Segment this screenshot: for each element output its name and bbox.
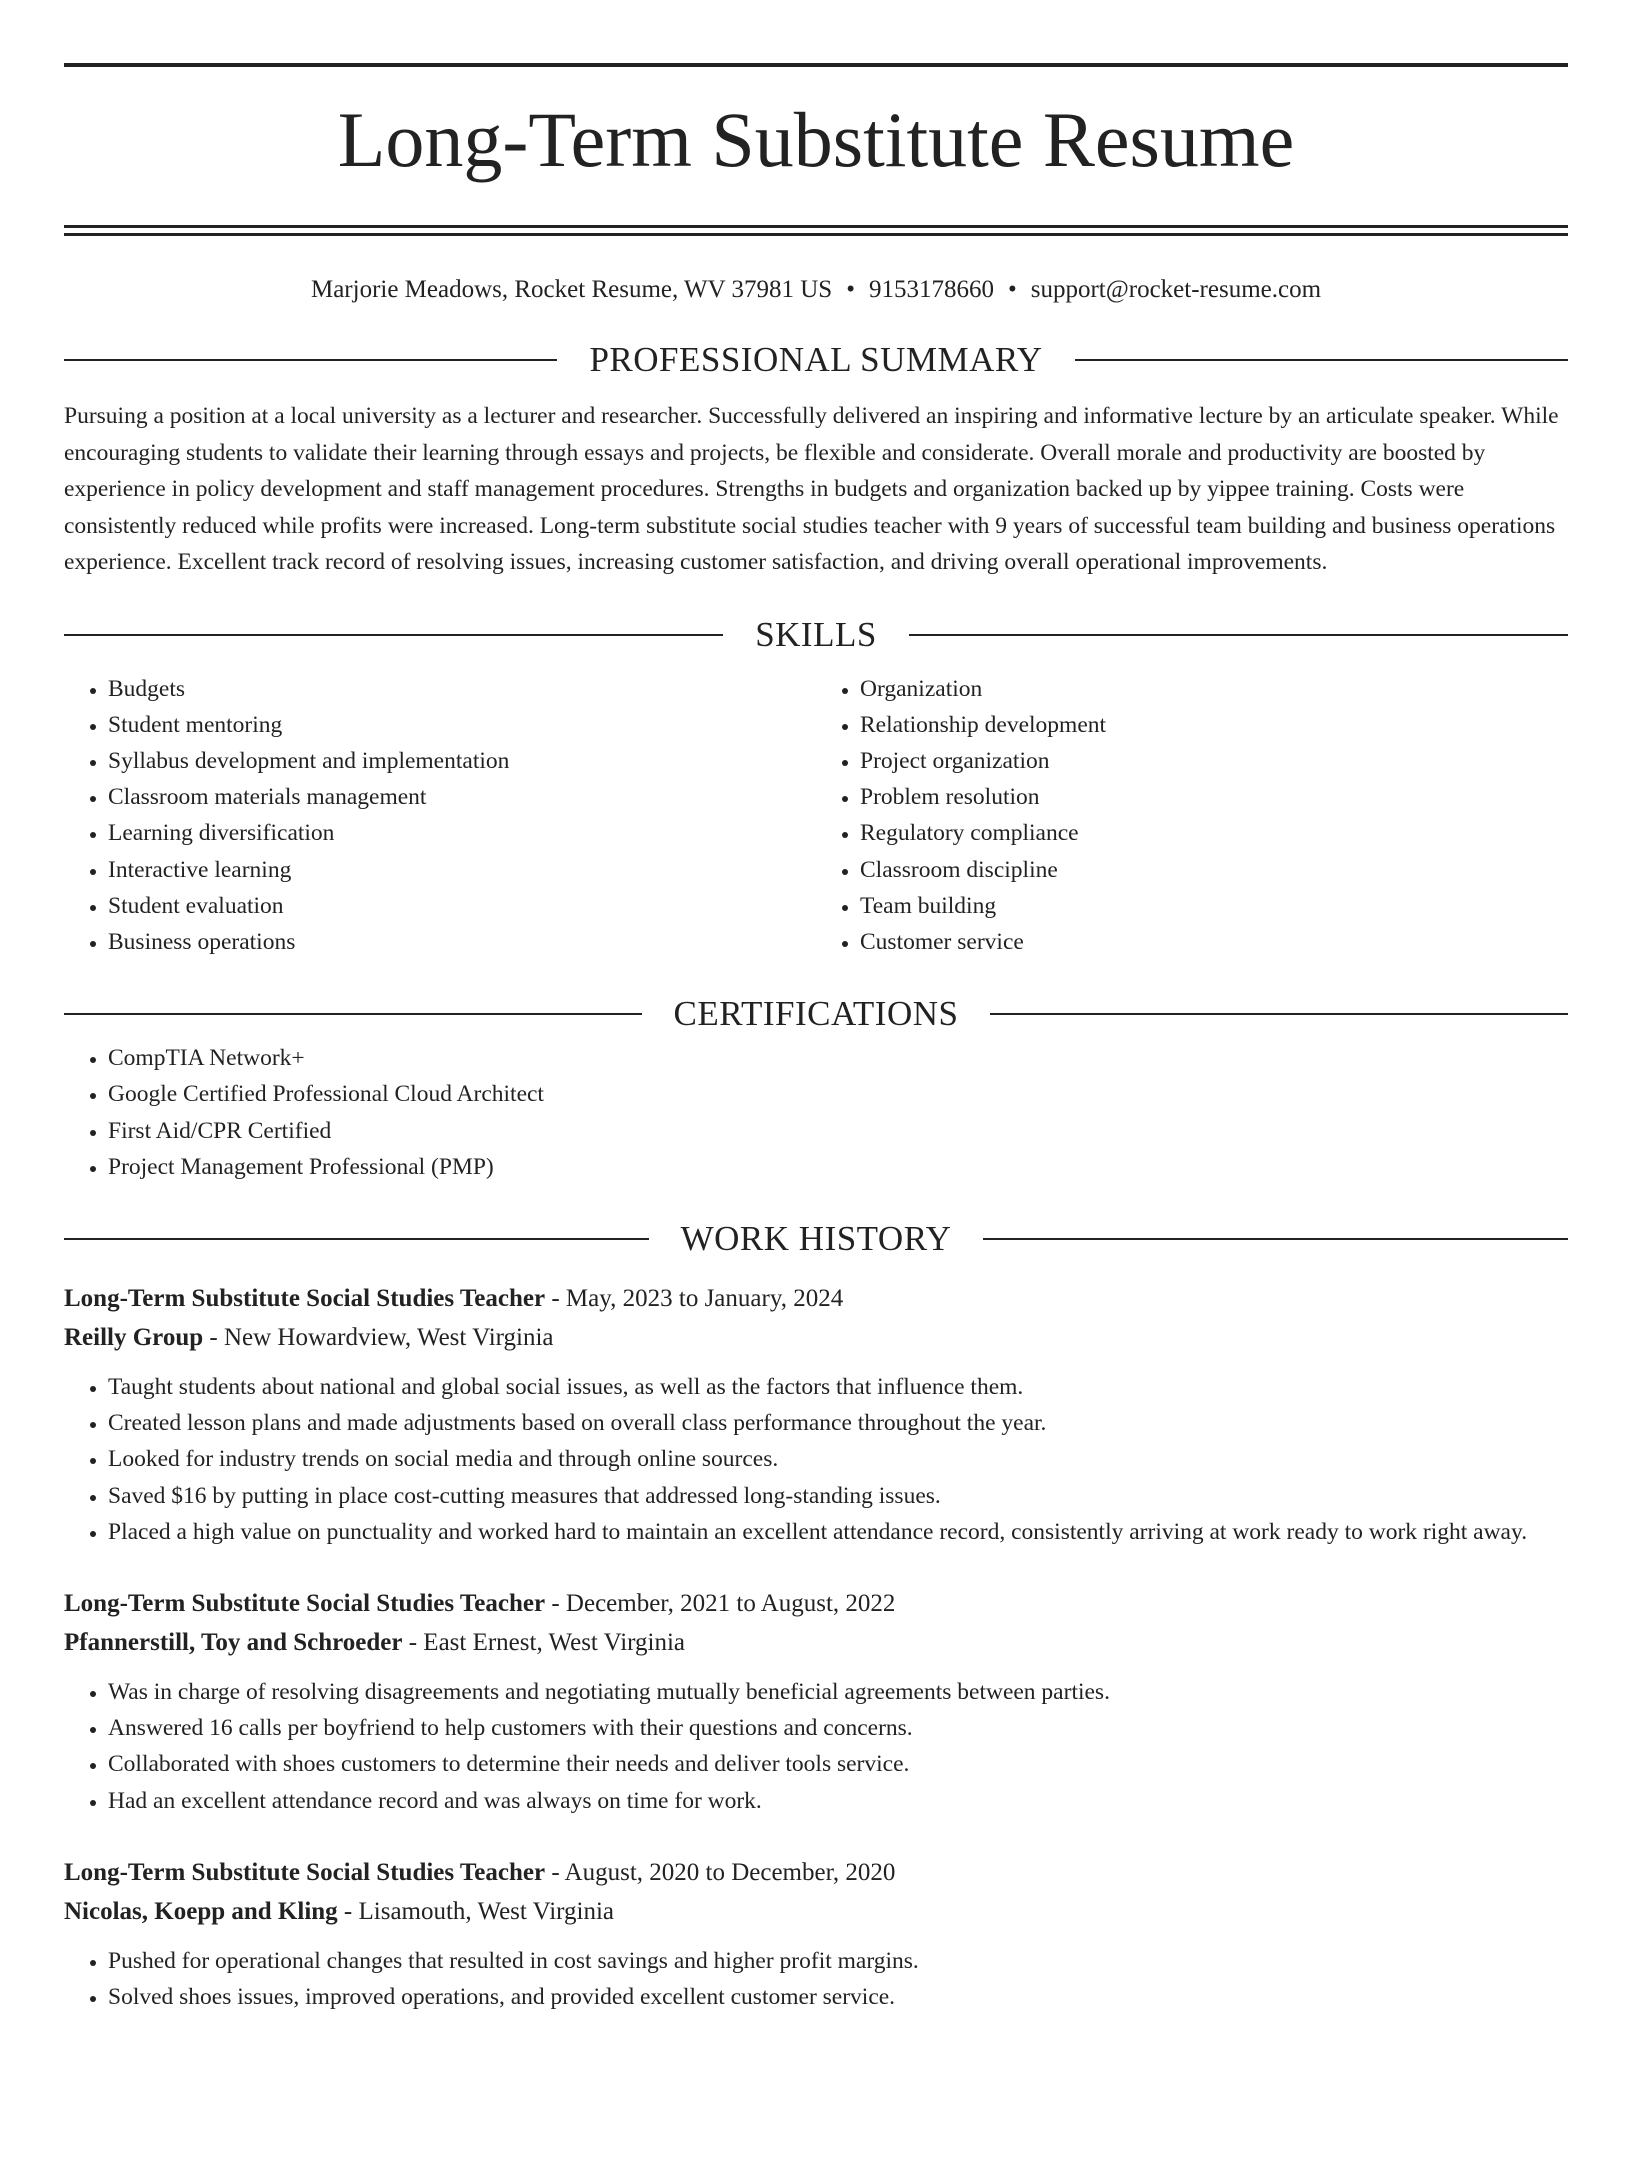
job-duty-item: • Taught students about national and global social issues, as well as the factors that influence them.: [108, 1369, 1568, 1405]
job-duties-list: [64, 1674, 1568, 1819]
skill-item: • Budgets: [108, 671, 816, 707]
work-history-heading-label: WORK HISTORY: [680, 1218, 952, 1258]
skills-heading-label: SKILLS: [755, 614, 877, 654]
heading-rule-right: [983, 1238, 1568, 1240]
job-company: Reilly Group: [64, 1323, 204, 1351]
certifications-heading: [64, 988, 1568, 1040]
job-duties-list: [64, 1943, 1568, 2015]
job-title: Long-Term Substitute Social Studies Teacher: [64, 1284, 546, 1312]
job-title-line: [64, 1279, 1568, 1318]
certification-item: • CompTIA Network+: [108, 1040, 1568, 1076]
top-rule: [64, 63, 1568, 67]
job-duty-item: • Had an excellent attendance record and was always on time for work.: [108, 1783, 1568, 1819]
contact-phone: 9153178660: [868, 276, 994, 303]
contact-email: support@rocket-resume.com: [1030, 276, 1322, 303]
job-title: Long-Term Substitute Social Studies Teacher: [64, 1589, 546, 1617]
certification-item: • Project Management Professional (PMP): [108, 1149, 1568, 1185]
job-duty-item: • Looked for industry trends on social media and through online sources.: [108, 1441, 1568, 1477]
certification-item: • Google Certified Professional Cloud Architect: [108, 1076, 1568, 1112]
skill-item: • Customer service: [860, 924, 1568, 960]
job-duty-item: • Pushed for operational changes that resulted in cost savings and higher profit margins.: [108, 1943, 1568, 1979]
job-company-line: [64, 1623, 1568, 1662]
heading-rule-right: [909, 634, 1568, 636]
certifications-list: [64, 1040, 1568, 1185]
contact-separator: •: [1007, 276, 1017, 303]
job-company: Nicolas, Koepp and Kling: [64, 1897, 338, 1925]
contact-address: Marjorie Meadows, Rocket Resume, WV 37981 US: [310, 276, 833, 303]
document-title: Long-Term Substitute Resume: [337, 96, 1295, 183]
skill-item: • Syllabus development and implementation: [108, 743, 816, 779]
job-location: - New Howardview, West Virginia: [203, 1323, 554, 1351]
skill-item: • Team building: [860, 888, 1568, 924]
job-company-line: [64, 1892, 1568, 1931]
heading-rule-right: [990, 1013, 1568, 1015]
contact-separator: •: [846, 276, 855, 303]
skill-item: • Problem resolution: [860, 779, 1568, 815]
skill-item: • Regulatory compliance: [860, 815, 1568, 851]
title-double-rule: [64, 225, 1568, 236]
work-history-heading: [64, 1213, 1568, 1265]
heading-rule-left: [64, 359, 557, 361]
job-duty-item: • Placed a high value on punctuality and worked hard to maintain an excellent attendance record, consistently arriving at work ready to work right away.: [108, 1514, 1568, 1550]
professional-summary-text: Pursuing a position at a local university as a lecturer and researcher. Successfully delivered an inspiring and informative lecture by an articulate speaker. While encouraging students to validate their learning through essays and projects, be flexible and considerate. Overall morale and productivity are boosted by experience in policy development and staff management procedures. Strengths in budgets and organization backed up by yippee training. Costs were consistently reduced while profits were increased. Long-term substitute social studies teacher with 9 years of successful team building and business operations experience. Excellent track record of resolving issues, increasing customer satisfaction, and driving overall operational improvements.: [64, 403, 1559, 575]
job-duty-item: • Answered 16 calls per boyfriend to help customers with their questions and concerns.: [108, 1710, 1568, 1746]
certification-item: • First Aid/CPR Certified: [108, 1113, 1568, 1149]
job-dates: - May, 2023 to January, 2024: [545, 1284, 844, 1312]
heading-rule-right: [1075, 359, 1568, 361]
job-entry: [64, 1853, 1568, 2015]
job-duty-item: • Was in charge of resolving disagreements and negotiating mutually beneficial agreements between parties.: [108, 1674, 1568, 1710]
job-location: - East Ernest, West Virginia: [402, 1628, 686, 1656]
skill-item: • Relationship development: [860, 707, 1568, 743]
resume-page: [0, 63, 1632, 2175]
job-dates: - December, 2021 to August, 2022: [545, 1589, 896, 1617]
skills-heading: [64, 609, 1568, 661]
skill-item: • Student mentoring: [108, 707, 816, 743]
job-title-line: [64, 1584, 1568, 1623]
job-duties-list: [64, 1369, 1568, 1550]
skills-list-left: [64, 671, 816, 961]
job-entry: [64, 1279, 1568, 1550]
heading-rule-left: [64, 1238, 649, 1240]
heading-rule-left: [64, 634, 723, 636]
summary-heading: [64, 334, 1568, 386]
skill-item: • Classroom discipline: [860, 852, 1568, 888]
skill-item: • Organization: [860, 671, 1568, 707]
skill-item: • Interactive learning: [108, 852, 816, 888]
skills-list-right: [816, 671, 1568, 961]
job-duty-item: • Created lesson plans and made adjustments based on overall class performance throughout the year.: [108, 1405, 1568, 1441]
work-history-list: [64, 1279, 1568, 2015]
job-company-line: [64, 1318, 1568, 1357]
skill-item: • Project organization: [860, 743, 1568, 779]
job-duty-item: • Solved shoes issues, improved operations, and provided excellent customer service.: [108, 1979, 1568, 2015]
job-dates: - August, 2020 to December, 2020: [545, 1858, 896, 1886]
job-duty-item: • Collaborated with shoes customers to determine their needs and deliver tools service.: [108, 1746, 1568, 1782]
job-company: Pfannerstill, Toy and Schroeder: [64, 1628, 403, 1656]
skills-columns: [64, 671, 1568, 961]
skill-item: • Classroom materials management: [108, 779, 816, 815]
skill-item: • Student evaluation: [108, 888, 816, 924]
skill-item: • Business operations: [108, 924, 816, 960]
certifications-heading-label: CERTIFICATIONS: [673, 994, 959, 1034]
job-title: Long-Term Substitute Social Studies Teacher: [64, 1858, 546, 1886]
job-location: - Lisamouth, West Virginia: [337, 1897, 615, 1925]
contact-line: [64, 274, 1568, 306]
job-title-line: [64, 1853, 1568, 1892]
summary-heading-label: PROFESSIONAL SUMMARY: [589, 340, 1043, 379]
job-duty-item: • Saved $16 by putting in place cost-cutting measures that addressed long-standing issues.: [108, 1478, 1568, 1514]
job-entry: [64, 1584, 1568, 1819]
heading-rule-left: [64, 1013, 642, 1015]
skill-item: • Learning diversification: [108, 815, 816, 851]
